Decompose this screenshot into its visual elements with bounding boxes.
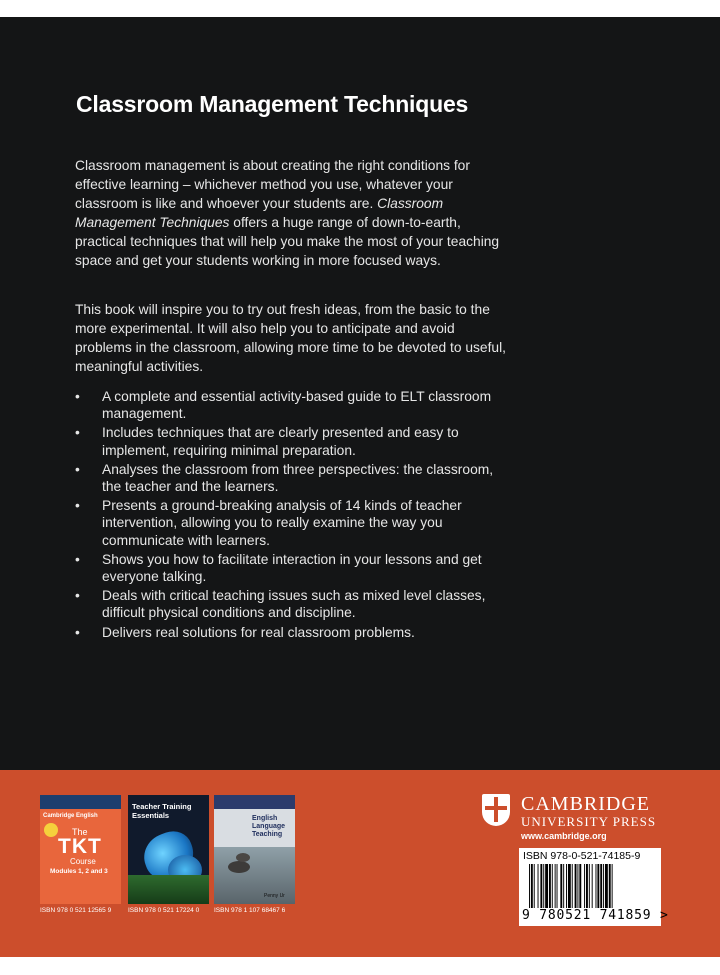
cover-author: Penny Ur [264,893,285,899]
book-title: Classroom Management Techniques [76,91,469,117]
cover-brand: Cambridge English [43,813,98,819]
bullet-icon: • [75,498,80,514]
publisher-press: UNIVERSITY PRESS [521,814,657,829]
list-item: • Presents a ground-breaking analysis of 14 kinds of teacher intervention, allowing you to really examine the way you communicate with learners. [75,498,462,548]
edition-badge-icon [44,823,58,837]
para1-line1: Classroom management is about creating the right conditions for effective learning – whichever method you use, whatever your classroom is like and whoever your students are. [75,158,470,212]
related-book-teacher-training-cover [128,795,209,904]
feature-list [75,388,515,643]
cover-band [214,795,295,809]
description-paragraph-1 [75,156,515,271]
list-item: • Analyses the classroom from three perspectives: the classroom, the teacher and the learners. [75,461,494,495]
leaf-background [128,875,209,904]
footer-band [0,770,720,957]
para1-line2: offers a huge range of down-to-earth, practical techniques that will help you make the most of your teaching space and get your students working in more focused ways. [75,215,500,269]
publisher-name: CAMBRIDGE [521,793,651,815]
cambridge-crest-icon [482,794,510,826]
related-book-isbn: ISBN 978 0 521 17224 0 [128,907,200,914]
related-book-isbn: ISBN 978 0 521 12565 9 [40,907,112,914]
related-book-tkt-cover [40,795,121,904]
bullet-icon: • [75,588,80,604]
list-item: • Includes techniques that are clearly presented and easy to implement, requiring minimal preparation. [75,425,459,458]
para1-italic-title: Classroom Management Techniques [75,196,444,231]
bullet-icon: • [75,425,80,441]
cover-course: Course [70,857,96,866]
bullet-icon: • [75,389,80,404]
related-book-elt-cover [214,795,295,904]
barcode-bars-icon [519,864,661,908]
cover-title: English Language Teaching [252,815,286,838]
list-item: • Deals with critical teaching issues such as mixed level classes, difficult physical conditions and discipline. [75,588,486,621]
description-paragraph-2: This book will inspire you to try out fresh ideas, from the basic to the more experimental. It will also help you to anticipate and avoid problems in the classroom, allowing more time to be devoted to useful, meaningful activities. [75,302,506,375]
barcode-digits: 9 780521 741859 > [522,908,669,923]
related-book-isbn: ISBN 978 1 107 68467 6 [214,907,286,914]
bullet-icon: • [75,551,80,567]
stone-icon [236,853,250,862]
bullet-icon: • [75,461,80,477]
cover-the: The [72,827,88,837]
list-item: • Delivers real solutions for real classroom problems. [75,624,415,640]
stone-icon [228,861,250,873]
isbn-label: ISBN 978-0-521-74185-9 [523,850,641,862]
barcode [519,848,669,926]
list-item: • Shows you how to facilitate interaction in your lessons and get everyone talking. [75,551,482,585]
publisher-url: www.cambridge.org [521,831,607,841]
bullet-icon: • [75,624,80,640]
list-item: • A complete and essential activity-based guide to ELT classroom management. [75,389,492,422]
cover-tkt: TKT [58,835,102,858]
cover-band [40,795,121,809]
cover-title: Teacher Training Essentials [132,802,192,820]
cover-modules: Modules 1, 2 and 3 [50,868,108,875]
